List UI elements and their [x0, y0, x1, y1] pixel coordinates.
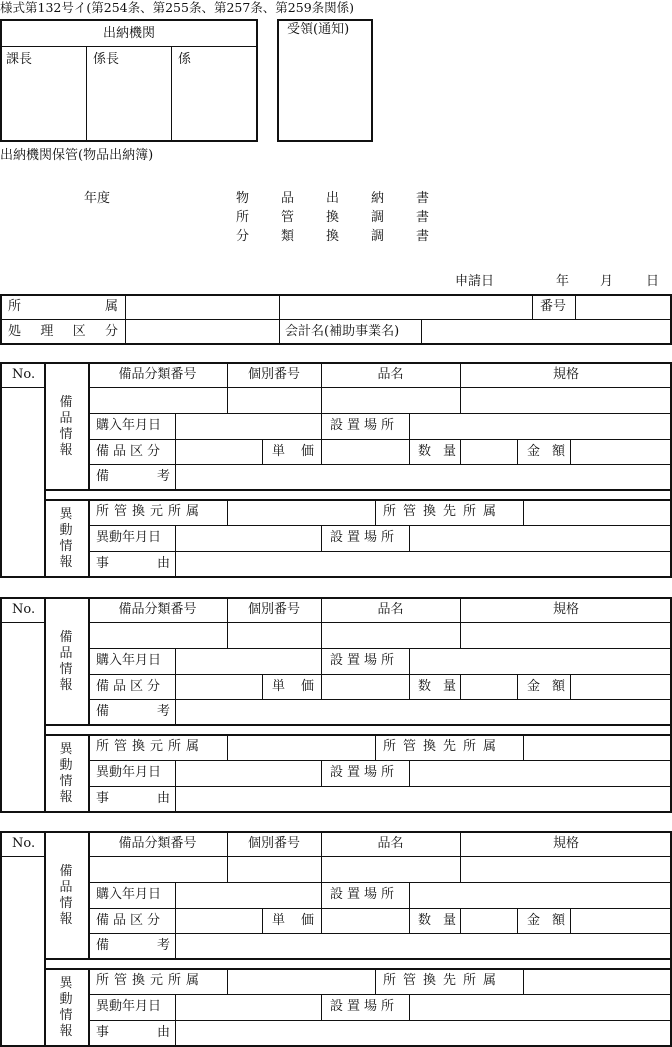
no-label: No. [12, 836, 36, 851]
quantity-label: 数量 [418, 679, 469, 694]
transfer-location-label: 設置場所 [330, 530, 399, 545]
remarks-label: 備考 [96, 469, 170, 484]
reason-label: 事由 [96, 1025, 170, 1040]
equipment-info-label: 備品情報 [59, 864, 73, 927]
quantity-label: 数量 [418, 444, 469, 459]
item-name-label: 品名 [377, 367, 404, 382]
individual-no-label: 個別番号 [247, 836, 300, 851]
individual-no-label: 個別番号 [247, 602, 300, 617]
category-no-label: 備品分類番号 [118, 367, 197, 382]
processing-type-label: 処理区分 [8, 324, 118, 339]
equipment-info-label: 備品情報 [59, 630, 73, 693]
transfer-location-label: 設置場所 [330, 999, 399, 1014]
no-label: No. [12, 367, 36, 382]
equipment-info-label: 備品情報 [59, 395, 73, 458]
remarks-label: 備考 [96, 938, 170, 953]
reason-label: 事由 [96, 791, 170, 806]
stamp-col-kakari: 係 [178, 52, 192, 67]
transfer-date-label: 異動年月日 [96, 530, 162, 545]
unit-price-label: 単価 [272, 444, 331, 459]
location-label: 設置場所 [330, 418, 399, 433]
doc-title-3: 分類換調書 [236, 229, 462, 244]
purchase-date-label: 購入年月日 [96, 418, 162, 433]
transfer-location-label: 設置場所 [330, 765, 399, 780]
record-block-1 [0, 362, 672, 578]
location-label: 設置場所 [330, 887, 399, 902]
equipment-class-label: 備品区分 [96, 679, 165, 694]
from-dept-label: 所管換元所属 [96, 504, 205, 519]
doc-title-2: 所管換調書 [236, 210, 462, 225]
stamp-box-title: 出納機関 [102, 26, 155, 41]
from-dept-label: 所管換元所属 [96, 973, 205, 988]
remarks-label: 備考 [96, 704, 170, 719]
doc-title-1: 物品出納書 [236, 191, 462, 206]
fiscal-year-label: 年度 [84, 191, 111, 206]
date-month: 月 [600, 274, 614, 289]
spec-label: 規格 [552, 602, 579, 617]
unit-price-label: 単価 [272, 679, 331, 694]
unit-price-label: 単価 [272, 913, 331, 928]
stamp-col-kakaricho: 係長 [93, 52, 120, 67]
date-day: 日 [646, 274, 660, 289]
item-name-label: 品名 [377, 602, 404, 617]
item-name-label: 品名 [377, 836, 404, 851]
date-year: 年 [556, 274, 570, 289]
to-dept-label: 所管換先所属 [383, 739, 504, 754]
location-label: 設置場所 [330, 653, 399, 668]
purchase-date-label: 購入年月日 [96, 887, 162, 902]
amount-label: 金額 [527, 913, 578, 928]
account-name-label: 会計名(補助事業名) [285, 324, 400, 339]
transfer-date-label: 異動年月日 [96, 765, 162, 780]
no-label: No. [12, 602, 36, 617]
stamp-col-kacho: 課長 [6, 52, 33, 67]
category-no-label: 備品分類番号 [118, 602, 197, 617]
application-date-label: 申請日 [455, 274, 495, 289]
to-dept-label: 所管換先所属 [383, 973, 504, 988]
spec-label: 規格 [552, 836, 579, 851]
to-dept-label: 所管換先所属 [383, 504, 504, 519]
spec-label: 規格 [552, 367, 579, 382]
amount-label: 金額 [527, 444, 578, 459]
transfer-info-label: 異動情報 [59, 507, 73, 570]
quantity-label: 数量 [418, 913, 469, 928]
transfer-info-label: 異動情報 [59, 976, 73, 1039]
transfer-info-label: 異動情報 [59, 742, 73, 805]
number-label: 番号 [540, 299, 567, 314]
individual-no-label: 個別番号 [247, 367, 300, 382]
equipment-class-label: 備品区分 [96, 444, 165, 459]
amount-label: 金額 [527, 679, 578, 694]
category-no-label: 備品分類番号 [118, 836, 197, 851]
purchase-date-label: 購入年月日 [96, 653, 162, 668]
department-label: 所属 [8, 299, 118, 314]
transfer-date-label: 異動年月日 [96, 999, 162, 1014]
equipment-class-label: 備品区分 [96, 913, 165, 928]
custody-label: 出納機関保管(物品出納簿) [0, 148, 154, 163]
form-header: 様式第132号イ(第254条、第255条、第257条、第259条関係) [0, 0, 355, 15]
from-dept-label: 所管換元所属 [96, 739, 205, 754]
record-block-2 [0, 597, 672, 813]
record-block-3 [0, 831, 672, 1047]
receipt-box-title: 受領(通知) [287, 22, 350, 37]
reason-label: 事由 [96, 556, 170, 571]
